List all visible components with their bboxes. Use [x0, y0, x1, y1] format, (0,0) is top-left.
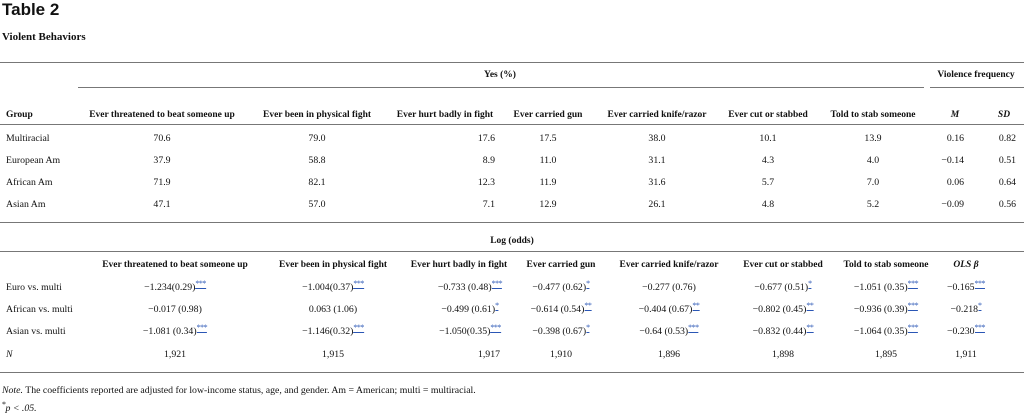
- yes-cell: 11.9: [539, 177, 557, 188]
- log-odds-cell: [148, 304, 202, 315]
- log-odds-cell: [853, 279, 919, 293]
- yes-cell: 12.9: [539, 199, 557, 210]
- yes-cell: 31.1: [648, 155, 666, 166]
- log-odds-cell: [639, 323, 699, 337]
- log-odds-value: −1.081 (0.34): [142, 326, 197, 337]
- log-odds-value: −0.277 (0.76): [642, 282, 696, 293]
- log-odds-value: 1,898: [771, 349, 795, 360]
- log-odds-value: −1.051 (0.35): [853, 282, 908, 293]
- note-label: Note.: [2, 385, 23, 396]
- log-odds-value: −1.004(0.37): [302, 282, 354, 293]
- yes-cell: 4.3: [761, 155, 775, 166]
- log-odds-value: −0.165: [946, 282, 975, 293]
- log-odds-value: 1,921: [163, 349, 187, 360]
- significance-stars: *: [586, 279, 590, 288]
- log-odds-cell: [754, 279, 812, 293]
- col-header-hurt: Ever hurt badly in fight: [396, 110, 494, 120]
- yes-cell: 5.7: [761, 177, 775, 188]
- log-odds-cell: [752, 323, 814, 337]
- col-header-threatened: Ever threatened to beat someone up: [89, 110, 235, 120]
- yes-cell: 5.2: [866, 199, 880, 210]
- col-header-knife: Ever carried knife/razor: [607, 110, 707, 120]
- log-odds-value: −0.802 (0.45): [752, 304, 807, 315]
- log-odds-cell: [950, 301, 982, 315]
- log-odds-cell: [853, 323, 919, 337]
- log-odds-value: 1,915: [321, 349, 345, 360]
- log-col-header-gun: Ever carried gun: [526, 260, 596, 270]
- significance-stars: **: [692, 301, 700, 310]
- log-odds-cell: [441, 301, 499, 315]
- log-odds-cell: [478, 349, 500, 360]
- log-odds-value: −1.146(0.32): [302, 326, 354, 337]
- log-odds-cell: [752, 301, 814, 315]
- row-group-label: European Am: [6, 155, 61, 166]
- yes-cell: 12.3: [477, 177, 495, 188]
- log-odds-cell: [658, 349, 680, 360]
- col-header-cut: Ever cut or stabbed: [728, 110, 808, 120]
- row-group-label: Multiracial: [6, 133, 50, 144]
- m-cell: 0.16: [946, 133, 964, 144]
- log-odds-cell: [144, 279, 206, 293]
- log-odds-value: −0.614 (0.54): [530, 304, 585, 315]
- log-odds-value: −0.230: [946, 326, 975, 337]
- significance-stars: ***: [353, 279, 364, 288]
- yes-cell: 4.0: [866, 155, 880, 166]
- yes-cell: 79.0: [308, 133, 326, 144]
- log-odds-value: −0.398 (0.67): [532, 326, 587, 337]
- col-header-stab: Told to stab someone: [830, 110, 916, 120]
- yes-cell: 4.8: [761, 199, 775, 210]
- log-odds-cell: [955, 349, 977, 360]
- log-odds-cell: [875, 349, 897, 360]
- m-cell: 0.06: [946, 177, 964, 188]
- log-col-header-knife: Ever carried knife/razor: [619, 260, 719, 270]
- yes-cell: 10.1: [759, 133, 777, 144]
- row-group-label: Asian vs. multi: [6, 326, 66, 337]
- log-odds-value: −0.832 (0.44): [752, 326, 807, 337]
- log-odds-cell: [638, 301, 700, 315]
- log-odds-value: −1.234(0.29): [144, 282, 196, 293]
- log-odds-cell: [439, 323, 501, 337]
- log-odds-cell: [946, 323, 986, 337]
- log-odds-cell: [532, 279, 590, 293]
- log-odds-cell: [302, 279, 364, 293]
- significance-stars: ***: [490, 323, 501, 332]
- significance-stars: ***: [353, 323, 364, 332]
- log-odds-cell: [532, 323, 590, 337]
- log-odds-value: −0.733 (0.48): [437, 282, 492, 293]
- row-group-label: African vs. multi: [6, 304, 73, 315]
- table-title: Violent Behaviors: [2, 31, 86, 43]
- log-odds-value: −0.218: [950, 304, 979, 315]
- log-odds-value: 1,910: [549, 349, 573, 360]
- yes-underline: [78, 87, 924, 88]
- row-group-label: Euro vs. multi: [6, 282, 62, 293]
- log-odds-value: −0.404 (0.67): [638, 304, 693, 315]
- significance-stars: *: [495, 301, 499, 310]
- log-odds-cell: [437, 279, 503, 293]
- log-odds-cell: [550, 349, 572, 360]
- log-odds-value: −0.017 (0.98): [148, 304, 202, 315]
- log-odds-value: 1,917: [477, 349, 500, 360]
- yes-header: Yes (%): [484, 70, 516, 80]
- significance-stars: ***: [974, 279, 986, 288]
- log-col-header-threatened: Ever threatened to beat someone up: [102, 260, 248, 270]
- log-col-header-hurt: Ever hurt badly in fight: [410, 260, 508, 270]
- yes-cell: 17.6: [477, 133, 495, 144]
- row-group-label: Asian Am: [6, 199, 46, 210]
- footnote-text: p < .05.: [5, 403, 37, 414]
- significance-stars: ***: [491, 279, 503, 288]
- yes-cell: 13.9: [864, 133, 882, 144]
- log-odds-cell: [302, 323, 364, 337]
- log-odds-cell: [853, 301, 919, 315]
- yes-cell: 11.0: [539, 155, 557, 166]
- yes-cell: 7.1: [482, 199, 495, 210]
- log-odds-cell: [309, 304, 357, 315]
- note-text: The coefficients reported are adjusted for low-income status, age, and gender. Am = American; multi = multiracial.: [22, 385, 476, 396]
- group-header: Group: [6, 110, 33, 120]
- sd-cell: 0.64: [998, 177, 1016, 188]
- note: [2, 385, 476, 396]
- yes-cell: 8.9: [482, 155, 495, 166]
- freq-underline: [930, 87, 1024, 88]
- log-odds-cell: [164, 349, 186, 360]
- yes-cell: 37.9: [153, 155, 171, 166]
- m-cell: −0.09: [941, 199, 964, 210]
- col-header-fight: Ever been in physical fight: [262, 110, 372, 120]
- significance-stars: ***: [907, 301, 919, 310]
- log-odds-value: −1.050(0.35): [439, 326, 491, 337]
- significance-stars: ***: [195, 279, 206, 288]
- footnote: [2, 400, 37, 414]
- header-rule: [0, 124, 1024, 125]
- sd-cell: 0.82: [998, 133, 1016, 144]
- significance-stars: ***: [688, 323, 699, 332]
- sd-cell: 0.51: [998, 155, 1016, 166]
- row-group-label: African Am: [6, 177, 53, 188]
- log-odds-cell: [142, 323, 208, 337]
- yes-cell: 7.0: [866, 177, 880, 188]
- table-label: Table 2: [2, 0, 60, 19]
- log-odds-value: −0.64 (0.53): [639, 326, 689, 337]
- log-odds-value: −0.677 (0.51): [754, 282, 809, 293]
- log-odds-value: 1,895: [874, 349, 898, 360]
- significance-stars: ***: [907, 323, 919, 332]
- significance-stars: **: [806, 301, 814, 310]
- log-col-header-stab: Told to stab someone: [843, 260, 929, 270]
- log-odds-cell: [772, 349, 794, 360]
- m-cell: −0.14: [941, 155, 964, 166]
- yes-cell: 47.1: [153, 199, 171, 210]
- footnote-symbol: *: [2, 400, 6, 409]
- sd-cell: 0.56: [998, 199, 1016, 210]
- yes-cell: 26.1: [648, 199, 666, 210]
- significance-stars: ***: [974, 323, 986, 332]
- m-header: M: [950, 110, 960, 120]
- significance-stars: ***: [907, 279, 919, 288]
- yes-cell: 31.6: [648, 177, 666, 188]
- sd-header: SD: [997, 110, 1011, 120]
- significance-stars: *: [586, 323, 590, 332]
- yes-cell: 70.6: [153, 133, 171, 144]
- row-group-label: N: [6, 349, 13, 360]
- significance-stars: *: [808, 279, 812, 288]
- log-odds-header: Log (odds): [490, 236, 534, 246]
- log-odds-value: −0.477 (0.62): [532, 282, 587, 293]
- yes-cell: 82.1: [308, 177, 326, 188]
- log-odds-value: 1,911: [955, 349, 977, 360]
- significance-stars: ***: [196, 323, 208, 332]
- significance-stars: **: [806, 323, 814, 332]
- log-col-header-fight: Ever been in physical fight: [278, 260, 388, 270]
- log-odds-cell: [946, 279, 986, 293]
- log-underline: [0, 251, 1024, 252]
- log-odds-value: −1.064 (0.35): [853, 326, 908, 337]
- log-odds-value: 0.063 (1.06): [308, 304, 358, 315]
- log-odds-cell: [642, 282, 696, 293]
- significance-stars: **: [584, 301, 592, 310]
- significance-stars: *: [978, 301, 982, 310]
- log-odds-value: −0.936 (0.39): [853, 304, 908, 315]
- middle-rule: [0, 222, 1024, 223]
- yes-cell: 58.8: [308, 155, 326, 166]
- yes-cell: 17.5: [539, 133, 557, 144]
- log-col-header-cut: Ever cut or stabbed: [743, 260, 823, 270]
- col-header-gun: Ever carried gun: [513, 110, 583, 120]
- log-odds-cell: [530, 301, 592, 315]
- log-odds-value: −0.499 (0.61): [441, 304, 496, 315]
- log-odds-value: 1,896: [657, 349, 681, 360]
- yes-cell: 71.9: [153, 177, 171, 188]
- ols-header: OLS β: [953, 260, 979, 270]
- yes-cell: 57.0: [308, 199, 326, 210]
- log-odds-cell: [322, 349, 344, 360]
- yes-cell: 38.0: [648, 133, 666, 144]
- top-rule: [0, 62, 1024, 63]
- bottom-rule: [0, 372, 1024, 373]
- violence-frequency-header: Violence frequency: [937, 70, 1015, 80]
